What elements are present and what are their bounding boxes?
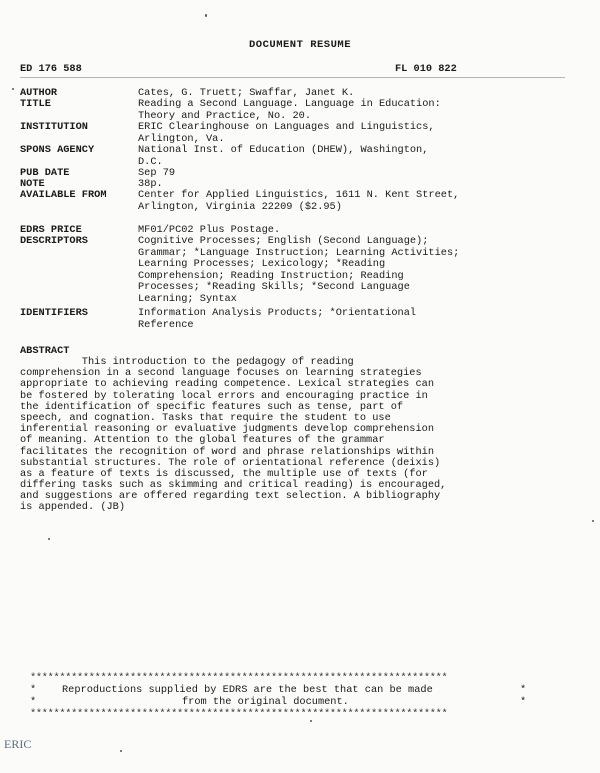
notice-star-left: * xyxy=(30,684,37,696)
scan-speck xyxy=(48,538,50,540)
notice-star-left-2: * xyxy=(30,696,37,708)
field-label: PUB DATE xyxy=(20,167,70,179)
field-value: National Inst. of Education (DHEW), Washington, xyxy=(138,144,429,156)
field-label: TITLE xyxy=(20,98,51,110)
field-label: SPONS AGENCY xyxy=(20,144,95,156)
field-value: D.C. xyxy=(138,155,163,168)
field-label: NOTE xyxy=(20,178,45,190)
abstract-line: of meaning. Attention to the global features of the grammar xyxy=(20,434,385,447)
abstract-body xyxy=(20,357,446,514)
abstract-line: be fostered by tolerating local errors and encouraging practice in xyxy=(20,389,428,402)
ed-number: ED 176 588 xyxy=(20,63,82,75)
notice-line-1: Reproductions supplied by EDRS are the best that can be made xyxy=(62,684,433,696)
field-value: Grammar; *Language Instruction; Learning Activities; xyxy=(138,246,460,259)
abstract-line: substantial structures. The role of orientational reference (deixis) xyxy=(20,456,441,469)
field-value: Arlington, Va. xyxy=(138,132,225,145)
field-value: Arlington, Virginia 22209 ($2.95) xyxy=(138,200,342,213)
header-rule xyxy=(20,77,565,78)
abstract-line: inferential reasoning or evaluative judgments develop comprehension xyxy=(20,423,435,436)
scan-speck xyxy=(12,88,14,90)
field-label: IDENTIFIERS xyxy=(20,307,88,319)
field-label: INSTITUTION xyxy=(20,121,88,133)
notice-border-bottom: *********************************************************************** xyxy=(30,708,448,720)
abstract-line: speech, and cognation. Tasks that require the student to use xyxy=(20,411,391,424)
field-label: DESCRIPTORS xyxy=(20,235,88,247)
field-value: Learning; Syntax xyxy=(138,292,237,305)
scan-speck xyxy=(205,14,207,17)
notice-star-right: * xyxy=(520,684,527,696)
field-value: Comprehension; Reading Instruction; Reading xyxy=(138,269,404,282)
field-value: Processes; *Reading Skills; *Second Language xyxy=(138,281,410,293)
field-value: Center for Applied Linguistics, 1611 N. Kent Street, xyxy=(138,189,460,201)
field-label: AVAILABLE FROM xyxy=(20,189,107,201)
field-label: AUTHOR xyxy=(20,87,58,99)
field-value: Reference xyxy=(138,318,194,331)
field-value: Cognitive Processes; English (Second Language); xyxy=(138,235,429,247)
fl-number: FL 010 822 xyxy=(395,63,457,75)
field-value: Learning Processes; Lexicology; *Reading xyxy=(138,258,386,270)
scan-speck xyxy=(310,720,312,722)
scan-speck xyxy=(592,520,594,522)
field-value: MF01/PC02 Plus Postage. xyxy=(138,224,281,236)
scan-speck xyxy=(120,750,122,752)
abstract-line: as a feature of texts is discussed, the multiple use of texts (for xyxy=(20,467,428,480)
notice-star-right-2: * xyxy=(520,696,527,708)
field-value: Theory and Practice, No. 20. xyxy=(138,109,312,122)
abstract-line: and suggestions are offered regarding text selection. A bibliography xyxy=(20,490,441,503)
abstract-line: the identification of specific features such as tense, part of xyxy=(20,400,404,413)
field-value: Cates, G. Truett; Swaffar, Janet K. xyxy=(138,87,355,99)
abstract-line: differing tasks such as skimming and critical reading) is encouraged, xyxy=(20,479,447,492)
abstract-line: is appended. (JB) xyxy=(20,501,126,514)
field-value: Sep 79 xyxy=(138,167,176,179)
abstract-line: appropriate to achieving reading competence. Lexical strategies can xyxy=(20,378,435,391)
field-value: Reading a Second Language. Language in Education: xyxy=(138,98,441,110)
field-label: EDRS PRICE xyxy=(20,224,82,236)
abstract-heading: ABSTRACT xyxy=(20,345,70,357)
document-title: DOCUMENT RESUME xyxy=(248,39,351,51)
abstract-line: facilitates the recognition of word and phrase relationships within xyxy=(20,445,435,458)
field-value: 38p. xyxy=(138,178,163,190)
notice-line-2: from the original document. xyxy=(182,696,349,708)
eric-logo: ERIC xyxy=(4,737,32,751)
field-value: ERIC Clearinghouse on Languages and Linguistics, xyxy=(138,121,435,133)
abstract-line: This introduction to the pedagogy of reading xyxy=(20,356,354,368)
notice-border-top: *********************************************************************** xyxy=(30,672,448,684)
abstract-line: comprehension in a second language focuses on learning strategies xyxy=(20,367,422,380)
field-value: Information Analysis Products; *Orientational xyxy=(138,307,417,319)
